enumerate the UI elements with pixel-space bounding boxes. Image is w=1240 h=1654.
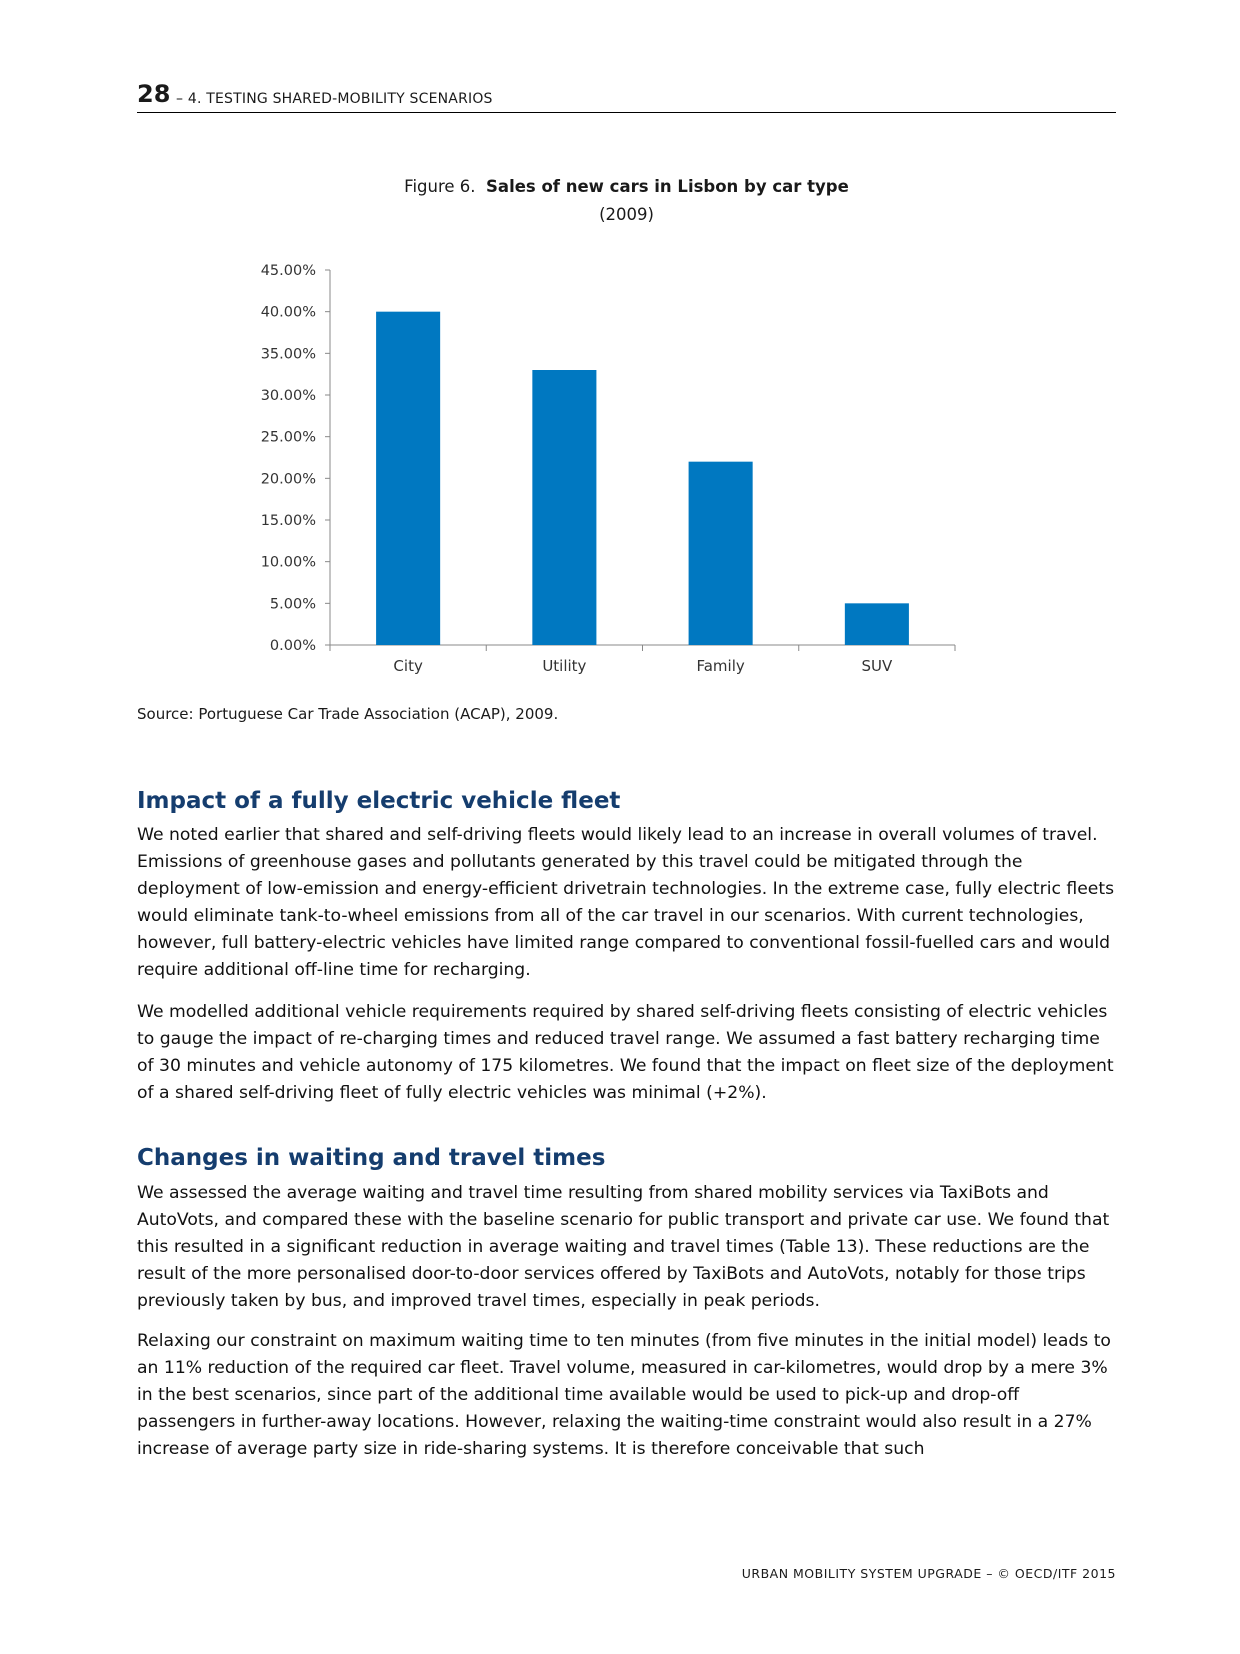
y-tick-label: 0.00% <box>269 638 316 654</box>
y-tick-label: 20.00% <box>260 471 316 488</box>
y-tick-label: 35.00% <box>260 346 316 363</box>
bar-city <box>376 312 440 645</box>
y-tick-label: 5.00% <box>269 596 316 613</box>
section-heading-waiting-travel: Changes in waiting and travel times <box>137 1145 606 1171</box>
section-heading-electric-fleet: Impact of a fully electric vehicle fleet <box>137 788 621 814</box>
x-axis <box>330 645 955 675</box>
figure-subtitle: (2009) <box>599 205 654 224</box>
x-tick-label: Utility <box>542 657 587 675</box>
figure-title <box>137 177 1116 196</box>
y-tick-label: 10.00% <box>260 554 316 571</box>
bar-utility <box>532 370 596 645</box>
y-tick-label: 40.00% <box>260 304 316 321</box>
bar-suv <box>845 603 909 645</box>
figure-label: Figure 6. <box>404 177 476 196</box>
x-tick-label: Family <box>696 657 745 675</box>
bar-chart <box>230 250 990 690</box>
figure-source: Source: Portuguese Car Trade Association (ACAP), 2009. <box>137 705 559 723</box>
paragraph-electric-1: We noted earlier that shared and self-driving fleets would likely lead to an increase in overall volumes of travel. Emissions of greenhouse gases and pollutants generated by this travel could be mitigated through the deployment of low-emission and energy-efficient drivetrain technologies. In the extreme case, fully electric fleets would eliminate tank-to-wheel emissions from all of the car travel in our scenarios. With current technologies, however, full battery-electric vehicles have limited range compared to conventional fossil-fuelled cars and would require additional off-line time for recharging. <box>137 825 1115 980</box>
figure-title-text: Sales of new cars in Lisbon by car type <box>486 177 849 196</box>
page-number: 28 <box>137 80 171 108</box>
y-tick-label: 45.00% <box>260 263 316 279</box>
y-axis <box>261 263 330 654</box>
section-title: – 4. TESTING SHARED-MOBILITY SCENARIOS <box>176 91 493 107</box>
bar-family <box>689 462 753 645</box>
paragraph-waiting-1: We assessed the average waiting and travel time resulting from shared mobility services via TaxiBots and AutoVots, and compared these with the baseline scenario for public transport and private car use. We found that this resulted in a significant reduction in average waiting and travel times (Table 13). These reductions are the result of the more personalised door-to-door services offered by TaxiBots and AutoVots, notably for those trips previously taken by bus, and improved travel times, especially in peak periods. <box>137 1183 1110 1311</box>
y-tick-label: 25.00% <box>260 429 316 446</box>
bar-series <box>376 312 909 645</box>
y-tick-label: 15.00% <box>260 513 316 529</box>
paragraph-electric-2: We modelled additional vehicle requirements required by shared self-driving fleets consisting of electric vehicles to gauge the impact of re-charging times and reduced travel range. We assumed a fast battery recharging time of 30 minutes and vehicle autonomy of 175 kilometres. We found that the impact on fleet size of the deployment of a shared self-driving fleet of fully electric vehicles was minimal (+2%). <box>137 1002 1114 1103</box>
paragraph-waiting-2: Relaxing our constraint on maximum waiting time to ten minutes (from five minutes in the initial model) leads to an 11% reduction of the required car fleet. Travel volume, measured in car-kilometres, would drop by a mere 3% in the best scenarios, since part of the additional time available would be used to pick-up and drop-off passengers in further-away locations. However, relaxing the waiting-time constraint would also result in a 27% increase of average party size in ride-sharing systems. It is therefore conceivable that such <box>137 1331 1111 1459</box>
y-tick-label: 30.00% <box>260 388 316 404</box>
x-tick-label: City <box>393 657 423 675</box>
running-header <box>137 80 1116 113</box>
page-footer: URBAN MOBILITY SYSTEM UPGRADE – © OECD/ITF 2015 <box>741 1566 1116 1581</box>
x-tick-label: SUV <box>861 657 893 675</box>
